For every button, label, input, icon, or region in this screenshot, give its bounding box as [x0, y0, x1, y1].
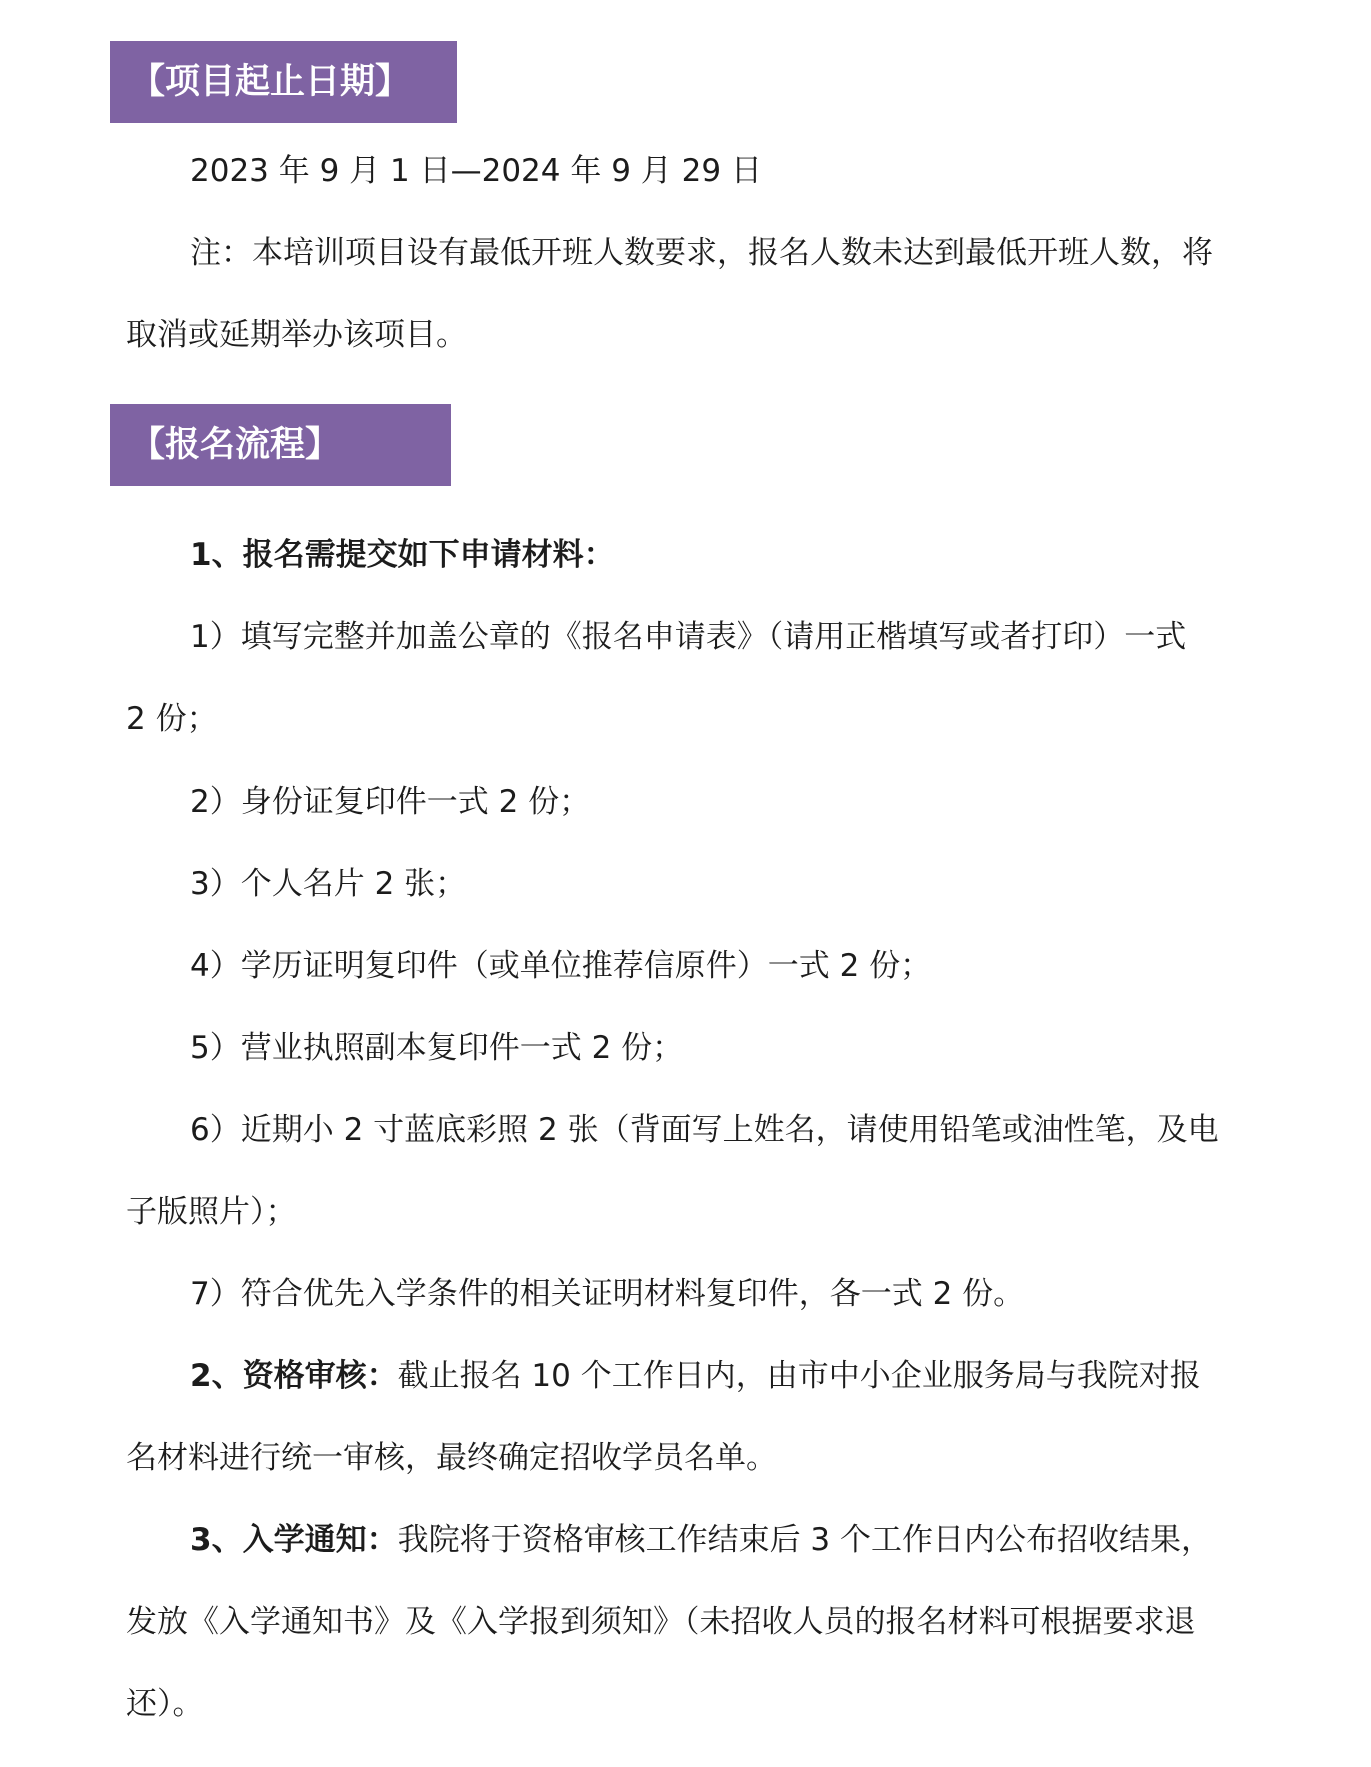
step2-text: 截止报名 10 个工作日内，由市中小企业服务局与我院对报 [397, 1358, 1201, 1394]
step3-text: 我院将于资格审核工作结束后 3 个工作日内公布招收结果， [397, 1522, 1213, 1558]
step2-line-1 [190, 1356, 1201, 1396]
item5: 5）营业执照副本复印件一式 2 份； [190, 1030, 684, 1066]
step3-line-3: 还）。 [126, 1686, 204, 1722]
step1-heading: 1、报名需提交如下申请材料： [190, 537, 615, 573]
item2: 2）身份证复印件一式 2 份； [190, 784, 591, 820]
item1-line-2: 2 份； [126, 701, 218, 737]
note-line-2: 取消或延期举办该项目。 [126, 317, 467, 353]
item1-line-1: 1）填写完整并加盖公章的《报名申请表》（请用正楷填写或者打印）一式 [190, 619, 1187, 655]
step3-line-1 [190, 1520, 1212, 1560]
note-line-1: 注：本培训项目设有最低开班人数要求，报名人数未达到最低开班人数，将 [190, 235, 1213, 271]
step3-label: 3、入学通知： [190, 1522, 398, 1558]
item6-line-2: 子版照片）； [126, 1194, 297, 1230]
step3-line-2: 发放《入学通知书》及《入学报到须知》（未招收人员的报名材料可根据要求退 [126, 1604, 1196, 1640]
date-range: 2023 年 9 月 1 日—2024 年 9 月 29 日 [190, 153, 762, 189]
step2-label: 2、资格审核： [190, 1358, 398, 1394]
section-header-project-dates: 【项目起止日期】 [110, 41, 457, 123]
item6-line-1: 6）近期小 2 寸蓝底彩照 2 张（背面写上姓名，请使用铅笔或油性笔，及电 [190, 1112, 1219, 1148]
step2-line-2: 名材料进行统一审核，最终确定招收学员名单。 [126, 1440, 777, 1476]
item3: 3）个人名片 2 张； [190, 866, 467, 902]
section-header-registration-process: 【报名流程】 [110, 404, 451, 486]
item4: 4）学历证明复印件（或单位推荐信原件）一式 2 份； [190, 948, 932, 984]
item7: 7）符合优先入学条件的相关证明材料复印件，各一式 2 份。 [190, 1276, 1025, 1312]
